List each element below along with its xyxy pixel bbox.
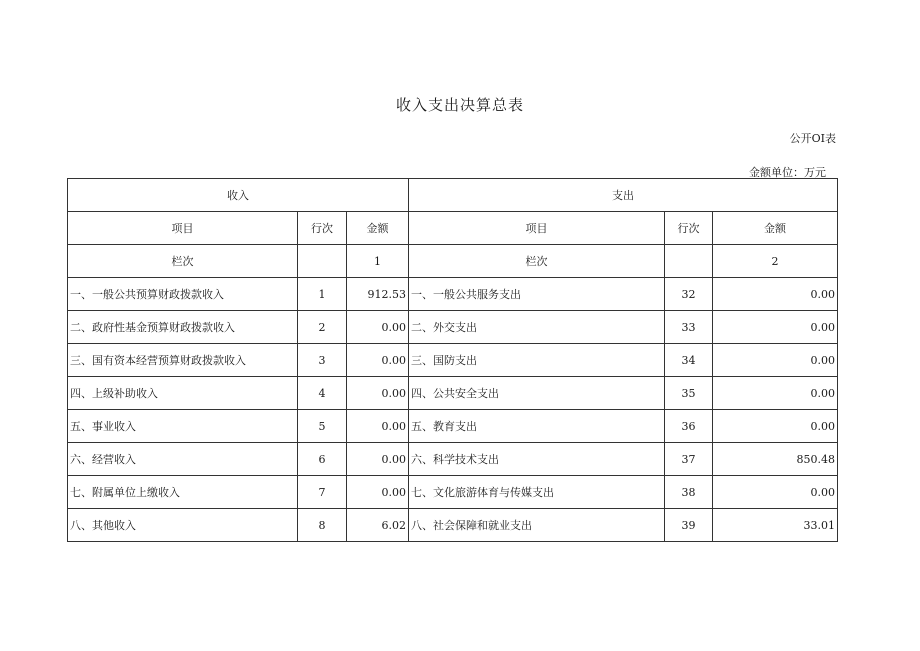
expense-column-label: 栏次 <box>409 245 665 278</box>
income-amount-cell: 0.00 <box>347 443 409 476</box>
income-item-header: 项目 <box>68 212 298 245</box>
income-item-cell: 六、经营收入 <box>68 443 298 476</box>
expense-amount-cell: 33.01 <box>713 509 838 542</box>
income-line-cell: 3 <box>298 344 347 377</box>
income-item-cell: 一、一般公共预算财政拨款收入 <box>68 278 298 311</box>
income-amount-cell: 0.00 <box>347 311 409 344</box>
expense-line-index <box>665 245 713 278</box>
income-line-cell: 6 <box>298 443 347 476</box>
income-item-cell: 五、事业收入 <box>68 410 298 443</box>
income-item-cell: 八、其他收入 <box>68 509 298 542</box>
table-row <box>68 443 838 476</box>
expense-item-cell: 三、国防支出 <box>409 344 665 377</box>
income-amount-cell: 6.02 <box>347 509 409 542</box>
expense-item-cell: 二、外交支出 <box>409 311 665 344</box>
income-amount-cell: 0.00 <box>347 344 409 377</box>
income-column-label: 栏次 <box>68 245 298 278</box>
form-code: 公开OI表 <box>789 132 836 145</box>
income-line-cell: 5 <box>298 410 347 443</box>
income-line-index <box>298 245 347 278</box>
table-row <box>68 410 838 443</box>
expense-line-cell: 37 <box>665 443 713 476</box>
expense-amount-cell: 0.00 <box>713 476 838 509</box>
table-row <box>68 377 838 410</box>
expense-line-cell: 32 <box>665 278 713 311</box>
expense-line-header: 行次 <box>665 212 713 245</box>
expense-line-cell: 38 <box>665 476 713 509</box>
income-amount-index: 1 <box>347 245 409 278</box>
expense-item-cell: 八、社会保障和就业支出 <box>409 509 665 542</box>
expense-amount-cell: 0.00 <box>713 344 838 377</box>
income-amount-cell: 0.00 <box>347 476 409 509</box>
table-row <box>68 278 838 311</box>
table-row <box>68 311 838 344</box>
income-amount-cell: 0.00 <box>347 410 409 443</box>
expense-item-cell: 七、文化旅游体育与传媒支出 <box>409 476 665 509</box>
page-title: 收入支出决算总表 <box>395 96 524 114</box>
expense-amount-cell: 0.00 <box>713 410 838 443</box>
income-line-cell: 7 <box>298 476 347 509</box>
section-header-row <box>68 179 838 212</box>
column-index-row <box>68 245 838 278</box>
table-row <box>68 476 838 509</box>
income-line-cell: 4 <box>298 377 347 410</box>
income-line-cell: 2 <box>298 311 347 344</box>
expense-item-cell: 六、科学技术支出 <box>409 443 665 476</box>
expense-line-cell: 34 <box>665 344 713 377</box>
income-section-header: 收入 <box>68 179 409 212</box>
expense-line-cell: 33 <box>665 311 713 344</box>
expense-amount-cell: 0.00 <box>713 311 838 344</box>
income-line-cell: 8 <box>298 509 347 542</box>
expense-amount-header: 金额 <box>713 212 838 245</box>
income-item-cell: 四、上级补助收入 <box>68 377 298 410</box>
expense-item-header: 项目 <box>409 212 665 245</box>
expense-amount-cell: 0.00 <box>713 377 838 410</box>
column-header-row <box>68 212 838 245</box>
income-item-cell: 二、政府性基金预算财政拨款收入 <box>68 311 298 344</box>
expense-section-header: 支出 <box>409 179 838 212</box>
income-line-cell: 1 <box>298 278 347 311</box>
expense-amount-cell: 850.48 <box>713 443 838 476</box>
expense-line-cell: 39 <box>665 509 713 542</box>
income-amount-header: 金额 <box>347 212 409 245</box>
expense-item-cell: 一、一般公共服务支出 <box>409 278 665 311</box>
expense-item-cell: 四、公共安全支出 <box>409 377 665 410</box>
table-row <box>68 509 838 542</box>
income-item-cell: 七、附属单位上缴收入 <box>68 476 298 509</box>
income-amount-cell: 912.53 <box>347 278 409 311</box>
expense-line-cell: 35 <box>665 377 713 410</box>
amount-unit: 金额单位：万元 <box>749 166 826 179</box>
income-expense-table <box>67 178 838 542</box>
table-row <box>68 344 838 377</box>
income-line-header: 行次 <box>298 212 347 245</box>
expense-amount-cell: 0.00 <box>713 278 838 311</box>
income-amount-cell: 0.00 <box>347 377 409 410</box>
expense-line-cell: 36 <box>665 410 713 443</box>
expense-item-cell: 五、教育支出 <box>409 410 665 443</box>
income-item-cell: 三、国有资本经营预算财政拨款收入 <box>68 344 298 377</box>
expense-amount-index: 2 <box>713 245 838 278</box>
